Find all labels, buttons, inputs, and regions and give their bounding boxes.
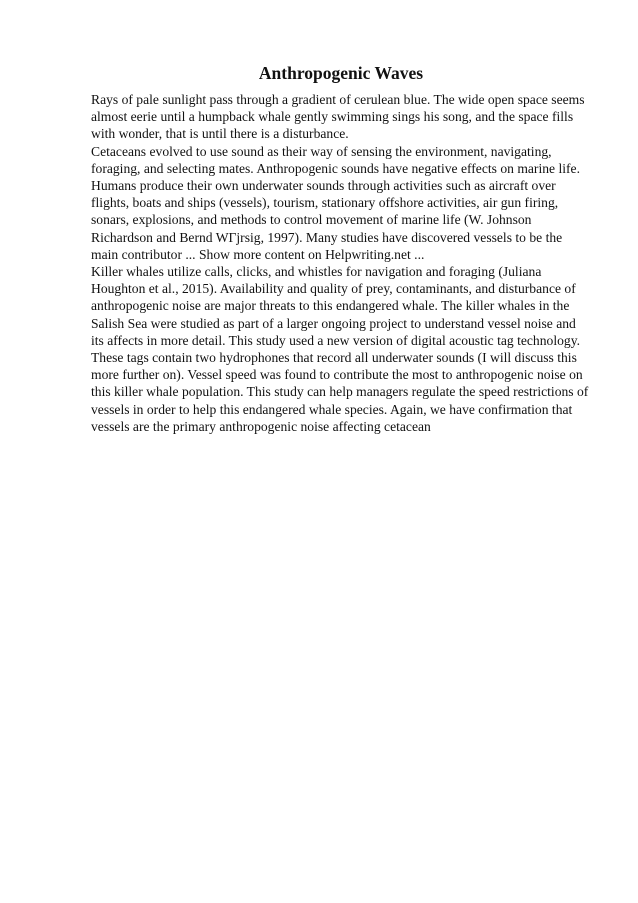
paragraph-killer-whales: Killer whales utilize calls, clicks, and whistles for navigation and foraging (Juliana Houghton et al., 2015). Availability and quality of prey, contaminants, and disturbance of anthropogenic noise are major threats to this endangered whale. The killer whales in the Salish Sea were studied as part of a larger ongoing project to understand vessel noise and its affects in more detail. This study used a new version of digital acoustic tag technology. These tags contain two hydrophones that record all underwater sounds (I will discuss this more further on). Vessel speed was found to contribute the most to anthropogenic noise on this killer whale population. This study can help managers regulate the speed restrictions of vessels in order to help this endangered whale species. Again, we have confirmation that vessels are the primary anthropogenic noise affecting cetacean [91, 264, 589, 434]
document-content [91, 62, 591, 435]
paragraph-cetacean-sound: Cetaceans evolved to use sound as their way of sensing the environment, navigating, foraging, and selecting mates. Anthropogenic sounds have negative effects on marine life. Humans produce their own underwater sounds through activities such as aircraft over flights, boats and ships (vessels), tourism, stationary offshore activities, air gun firing, sonars, explosions, and methods to control movement of marine life (W. Johnson Richardson and Bernd WΓjrsig, 1997). Many studies have discovered vessels to be the main contributor ... Show more content on Helpwriting.net ... [91, 143, 580, 262]
paragraph-intro: Rays of pale sunlight pass through a gradient of cerulean blue. The wide open space seems almost eerie until a humpback whale gently swimming sings his song, and the space fills with wonder, that is until there is a disturbance. [91, 92, 585, 142]
document-title: Anthropogenic Waves [258, 63, 424, 83]
